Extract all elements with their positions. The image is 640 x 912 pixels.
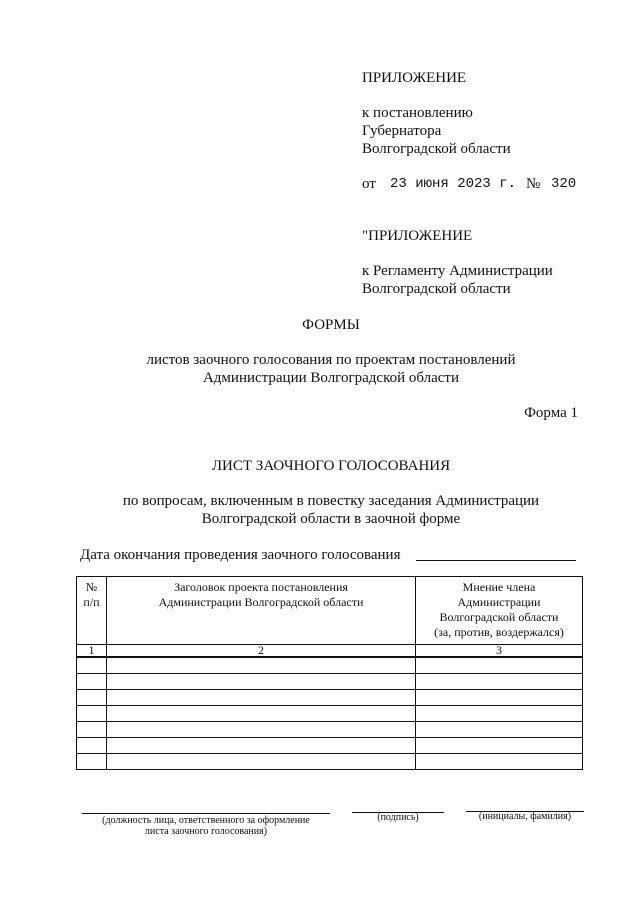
table-cell <box>77 657 107 674</box>
forms-subtitle-line1: листов заочного голосования по проектам постановлений <box>146 352 516 368</box>
table-cell <box>107 657 416 674</box>
table-row <box>77 674 583 690</box>
forms-title: ФОРМЫ <box>302 317 360 333</box>
table-cell <box>416 657 583 674</box>
table-header-number: № п/п <box>77 577 107 645</box>
table-cell <box>416 674 583 690</box>
table-row <box>77 754 583 770</box>
table-cell <box>107 690 416 706</box>
end-date-blank-line <box>416 560 576 561</box>
table-cell <box>77 674 107 690</box>
table-row <box>77 738 583 754</box>
number-prefix: № <box>526 176 541 192</box>
voting-table <box>76 576 583 770</box>
table-cell <box>416 738 583 754</box>
appendix-title: ПРИЛОЖЕНИЕ <box>362 70 467 86</box>
table-cell <box>416 690 583 706</box>
table-cell <box>77 754 107 770</box>
table-col-num-1: 1 <box>77 645 107 658</box>
table-cell <box>107 674 416 690</box>
table-cell <box>107 754 416 770</box>
appendix2-title: "ПРИЛОЖЕНИЕ <box>362 228 473 244</box>
form-label: Форма 1 <box>524 405 578 421</box>
position-caption-line1: (должность лица, ответственного за оформление <box>102 815 310 826</box>
date-prefix: от <box>362 176 376 192</box>
table-header-row <box>77 577 583 645</box>
position-signature-line <box>82 813 330 814</box>
table-cell <box>77 738 107 754</box>
table-cell <box>77 722 107 738</box>
table-cell <box>416 722 583 738</box>
region-text: Волгоградской области <box>362 141 511 157</box>
table-row <box>77 706 583 722</box>
to-regulation-text: к Регламенту Администрации <box>362 263 553 279</box>
to-resolution-text: к постановлению <box>362 105 473 121</box>
table-header-title: Заголовок проекта постановления Администрации Волгоградской области <box>107 577 416 645</box>
table-cell <box>107 722 416 738</box>
table-header-opinion: Мнение члена Администрации Волгоградской области (за, против, воздержался) <box>416 577 583 645</box>
position-caption-line2: листа заочного голосования) <box>144 826 268 837</box>
resolution-date: 23 июня 2023 г. <box>390 176 517 192</box>
table-cell <box>107 738 416 754</box>
signature-caption: (подпись) <box>377 812 419 823</box>
table-cell <box>416 754 583 770</box>
resolution-number: 320 <box>551 176 577 192</box>
sheet-subtitle-line2: Волгоградской области в заочной форме <box>201 511 461 527</box>
sheet-title: ЛИСТ ЗАОЧНОГО ГОЛОСОВАНИЯ <box>211 458 451 474</box>
table-col-num-3: 3 <box>416 645 583 658</box>
voting-table-container <box>76 576 582 766</box>
table-row <box>77 722 583 738</box>
table-cell <box>77 706 107 722</box>
table-cell <box>107 706 416 722</box>
initials-caption: (инициалы, фамилия) <box>478 811 572 822</box>
table-row <box>77 657 583 674</box>
end-date-label: Дата окончания проведения заочного голосования <box>80 547 401 563</box>
forms-subtitle-line2: Администрации Волгоградской области <box>202 370 460 386</box>
table-cell <box>416 706 583 722</box>
sheet-subtitle-line1: по вопросам, включенным в повестку заседания Администрации <box>122 493 540 509</box>
region2-text: Волгоградской области <box>362 281 511 297</box>
table-column-numbers-row <box>77 645 583 658</box>
table-cell <box>77 690 107 706</box>
table-row <box>77 690 583 706</box>
governor-text: Губернатора <box>362 123 442 139</box>
table-col-num-2: 2 <box>107 645 416 658</box>
